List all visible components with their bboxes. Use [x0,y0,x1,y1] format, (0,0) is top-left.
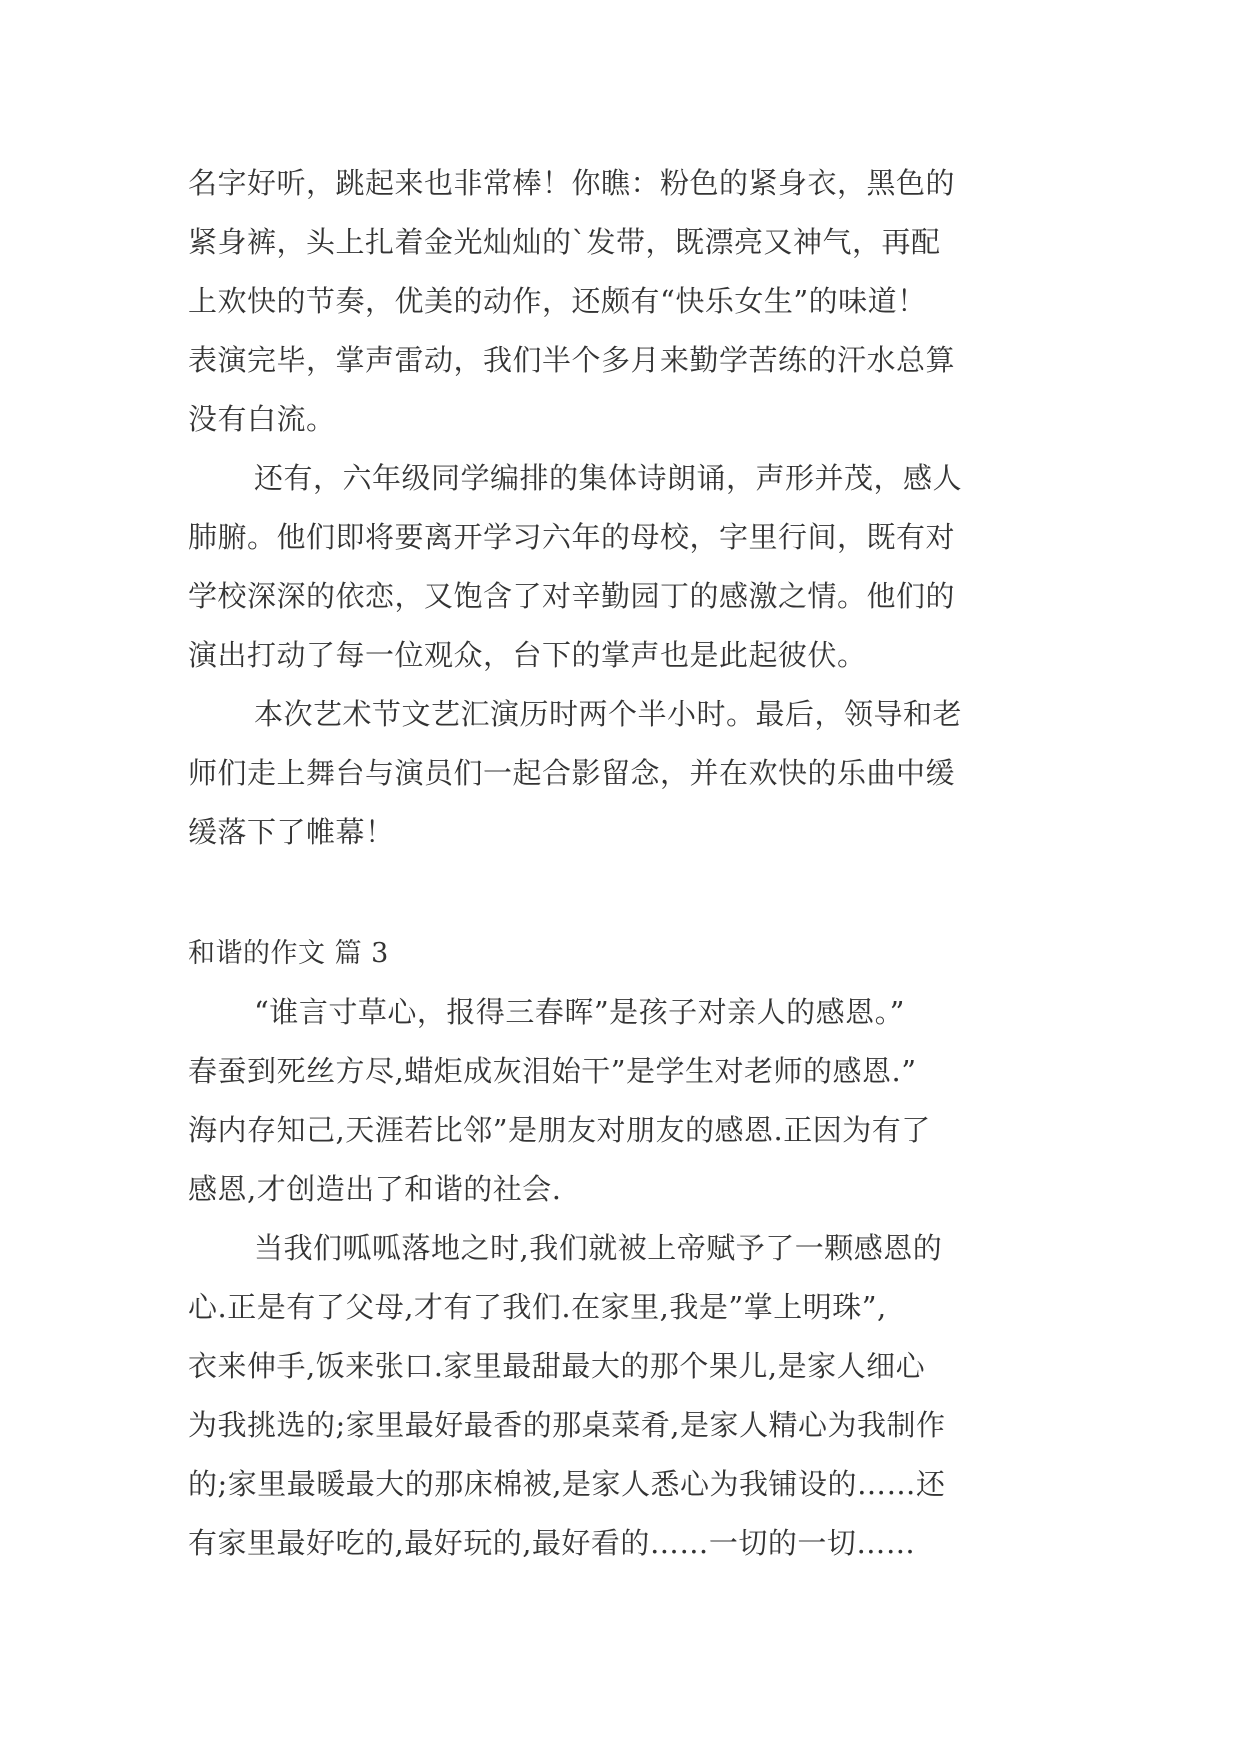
text-line: 紧身裤，头上扎着金光灿灿的`发带，既漂亮又神气，再配 [188,225,941,259]
document-body [188,154,1058,1573]
section-gap [188,862,1058,924]
text-line: 表演完毕，掌声雷动，我们半个多月来勤学苦练的汗水总算 [188,343,956,377]
section-heading: 和谐的作文 篇 3 [188,938,389,969]
paragraph [188,449,1058,685]
text-line: 海内存知己,天涯若比邻”是朋友对朋友的感恩.正因为有了 [188,1113,931,1147]
text-line: 心.正是有了父母,才有了我们.在家里,我是”掌上明珠”, [188,1290,887,1324]
text-line: “谁言寸草心，报得三春晖”是孩子对亲人的感恩。” [254,995,905,1029]
text-line: 演出打动了每一位观众，台下的掌声也是此起彼伏。 [188,638,867,672]
text-line: 名字好听，跳起来也非常棒！你瞧：粉色的紧身衣，黑色的 [188,166,956,200]
text-line: 上欢快的节奏，优美的动作，还颇有“快乐女生”的味道！ [188,284,927,318]
paragraph [188,685,1058,862]
text-line: 本次艺术节文艺汇演历时两个半小时。最后，领导和老 [254,697,963,731]
text-line: 缓落下了帷幕！ [188,815,395,849]
text-line: 有家里最好吃的,最好玩的,最好看的……一切的一切…… [188,1526,916,1560]
text-line: 为我挑选的;家里最好最香的那桌菜肴,是家人精心为我制作 [188,1408,946,1442]
text-line: 学校深深的依恋，又饱含了对辛勤园丁的感激之情。他们的 [188,579,956,613]
text-line: 衣来伸手,饭来张口.家里最甜最大的那个果儿,是家人细心 [188,1349,926,1383]
paragraph [188,983,1058,1219]
text-line: 的;家里最暖最大的那床棉被,是家人悉心为我铺设的……还 [188,1467,946,1501]
text-line: 还有，六年级同学编排的集体诗朗诵，声形并茂，感人 [254,461,963,495]
text-line: 感恩,才创造出了和谐的社会. [188,1172,562,1206]
text-line: 肺腑。他们即将要离开学习六年的母校，字里行间，既有对 [188,520,956,554]
text-line: 没有白流。 [188,402,336,436]
text-line: 春蚕到死丝方尽,蜡炬成灰泪始干”是学生对老师的感恩.” [188,1054,917,1088]
text-line: 师们走上舞台与演员们一起合影留念，并在欢快的乐曲中缓 [188,756,956,790]
paragraph [188,1219,1058,1573]
paragraph [188,154,1058,449]
text-line: 当我们呱呱落地之时,我们就被上帝赋予了一颗感恩的 [254,1231,943,1265]
